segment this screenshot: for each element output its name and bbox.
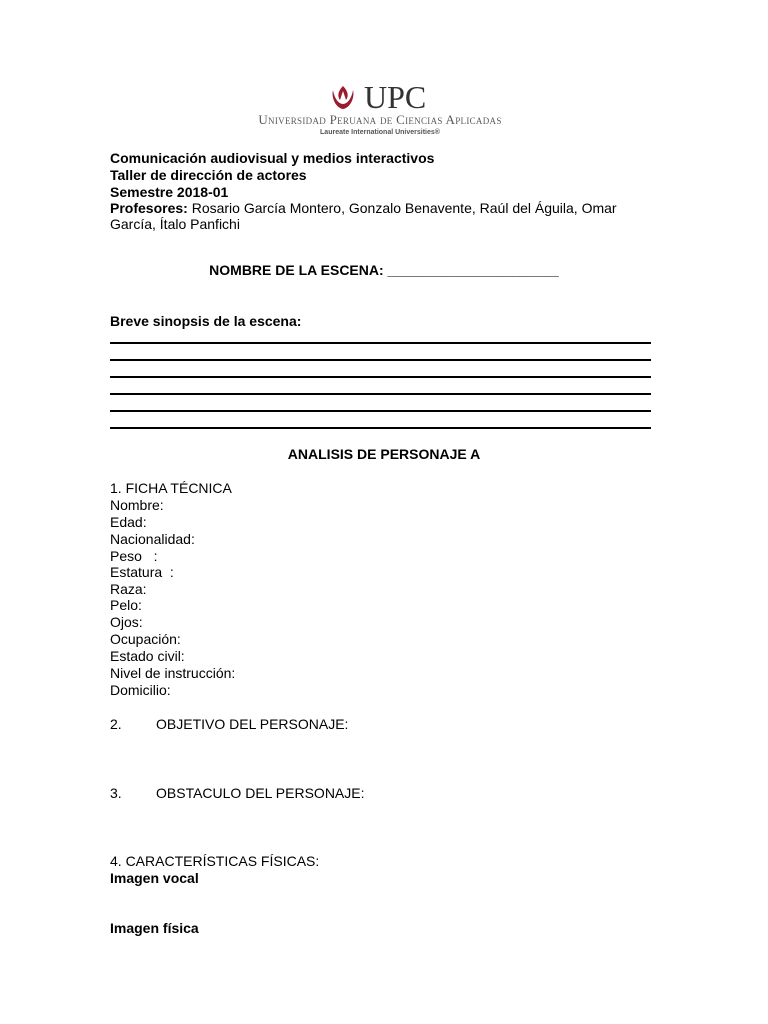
workshop-title: Taller de dirección de actores (110, 167, 307, 183)
synopsis-blank-line (110, 427, 651, 429)
section-number: 3. (110, 785, 122, 801)
professors-names-1: Rosario García Montero, Gonzalo Benavente, Raúl del Águila, Omar (187, 200, 617, 216)
imagen-vocal-label: Imagen vocal (110, 870, 199, 886)
ficha-field: Peso : (110, 548, 158, 564)
semester-label: Semestre 2018-01 (110, 184, 229, 200)
ficha-field: Ojos: (110, 614, 143, 630)
upc-logo (250, 78, 510, 140)
professors-label: Profesores: (110, 200, 188, 216)
ficha-field: Estado civil: (110, 648, 185, 664)
ficha-field: Ocupación: (110, 631, 181, 647)
ficha-field: Raza: (110, 581, 147, 597)
section-caracteristicas: 4. CARACTERÍSTICAS FÍSICAS: (110, 853, 320, 869)
ficha-field: Pelo: (110, 597, 142, 613)
scene-name-label: NOMBRE DE LA ESCENA: ______________________ (209, 262, 559, 278)
professors-names-2: García, Ítalo Panfichi (110, 216, 240, 232)
synopsis-label: Breve sinopsis de la escena: (110, 313, 302, 329)
logo-wordmark: UPC (364, 79, 427, 115)
imagen-fisica-label: Imagen física (110, 920, 199, 936)
section-objetivo (110, 716, 348, 733)
upc-emblem-icon (328, 82, 358, 112)
synopsis-blank-line (110, 342, 651, 344)
synopsis-blank-line (110, 393, 651, 395)
ficha-field: Domicilio: (110, 682, 171, 698)
professors-line (110, 200, 617, 217)
synopsis-blank-line (110, 376, 651, 378)
ficha-field: Estatura : (110, 564, 174, 580)
ficha-field: Nivel de instrucción: (110, 665, 236, 681)
ficha-title: 1. FICHA TÉCNICA (110, 480, 232, 496)
ficha-field: Nombre: (110, 497, 164, 513)
ficha-field: Nacionalidad: (110, 531, 195, 547)
synopsis-blank-line (110, 359, 651, 361)
university-name: Universidad Peruana de Ciencias Aplicadas (258, 112, 502, 127)
synopsis-blank-line (110, 410, 651, 412)
section-number: 2. (110, 716, 122, 732)
career-title: Comunicación audiovisual y medios interactivos (110, 150, 435, 166)
ficha-field: Edad: (110, 514, 147, 530)
section-obstaculo (110, 785, 365, 802)
section-label: OBJETIVO DEL PERSONAJE: (156, 716, 349, 732)
section-label: OBSTACULO DEL PERSONAJE: (156, 785, 365, 801)
analysis-title: ANALISIS DE PERSONAJE A (287, 446, 481, 462)
network-name: Laureate International Universities® (320, 129, 440, 136)
